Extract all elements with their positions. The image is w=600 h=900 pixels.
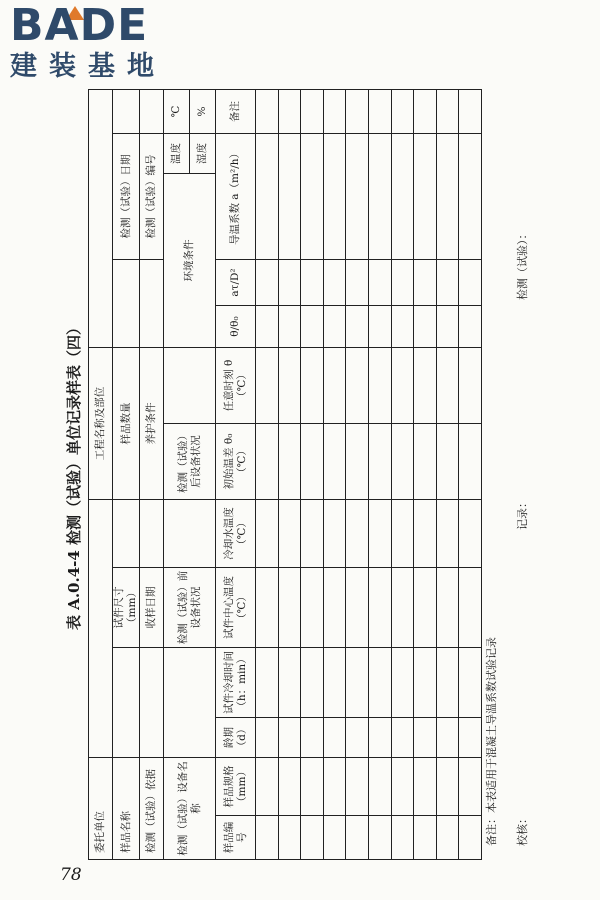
table-cell[interactable] [368,500,391,568]
table-row [278,90,301,860]
col-sample-id: 样品编号 [216,816,256,860]
table-cell[interactable] [346,134,369,260]
header-row-2 [113,90,140,860]
header-row-1 [89,90,113,860]
table-cell[interactable] [278,134,301,260]
label-environment: 环境条件 [164,174,216,348]
table-cell[interactable] [301,306,324,348]
table-row [459,90,482,860]
table-cell[interactable] [323,260,346,306]
table-row [346,90,369,860]
table-cell[interactable] [459,134,482,260]
table-cell[interactable] [346,348,369,424]
table-cell[interactable] [391,718,414,758]
table-row [323,90,346,860]
table-cell[interactable] [301,348,324,424]
table-cell[interactable] [459,568,482,648]
col-theta-ratio: θ/θ₀ [216,306,256,348]
unit-humidity: % [190,90,216,134]
col-temp-at-time: 任意时刻 θ（℃） [216,348,256,424]
table-cell[interactable] [323,500,346,568]
table-cell[interactable] [436,500,459,568]
table-cell[interactable] [414,260,437,306]
label-post-test-condition: 检测（试验）后设备状况 [164,424,216,500]
table-cell[interactable] [368,816,391,860]
table-row [368,90,391,860]
value-receipt-date[interactable] [140,500,164,568]
table-title: 表 A.0.4-4 检测（试验）单位记录样表（四） [65,319,83,631]
table-cell[interactable] [368,568,391,648]
table-cell[interactable] [256,260,279,306]
value-client[interactable] [89,500,113,758]
col-age: 龄期（d） [216,718,256,758]
value-curing-condition[interactable] [140,260,164,348]
table-cell[interactable] [278,90,301,134]
table-cell[interactable] [278,348,301,424]
unit-temperature: ℃ [164,90,190,134]
table-cell[interactable] [323,648,346,718]
signature-tester: 检测（试验）： [516,228,529,300]
page-number: 78 [60,865,82,885]
table-cell[interactable] [459,260,482,306]
table-cell[interactable] [414,306,437,348]
table-cell[interactable] [256,718,279,758]
table-cell[interactable] [368,306,391,348]
table-note: 备注：本表适用于混凝土导温系数试验记录 [485,637,498,846]
table-cell[interactable] [346,90,369,134]
table-row [256,90,279,860]
value-pre-test-condition[interactable] [164,500,216,568]
table-cell[interactable] [301,424,324,500]
table-cell[interactable] [346,816,369,860]
table-cell[interactable] [436,568,459,648]
value-test-number[interactable] [140,90,164,134]
table-cell[interactable] [414,134,437,260]
table-cell[interactable] [436,816,459,860]
table-row [414,90,437,860]
table-cell[interactable] [391,648,414,718]
label-sample-name: 样品名称 [113,758,140,860]
table-cell[interactable] [323,758,346,816]
bade-logo [6,2,186,90]
value-equipment-name[interactable] [164,648,216,758]
table-cell[interactable] [278,718,301,758]
label-equipment-name: 检测（试验）设备名称 [164,758,216,860]
header-row-4a [164,90,190,860]
table-cell[interactable] [391,134,414,260]
table-cell[interactable] [278,758,301,816]
col-center-temp: 试件中心温度（℃） [216,568,256,648]
table-cell[interactable] [301,758,324,816]
table-cell[interactable] [346,260,369,306]
table-cell[interactable] [436,306,459,348]
table-cell[interactable] [346,758,369,816]
table-cell[interactable] [436,758,459,816]
table-cell[interactable] [346,424,369,500]
table-cell[interactable] [414,348,437,424]
label-receipt-date: 收样日期 [140,568,164,648]
table-cell[interactable] [391,306,414,348]
table-cell[interactable] [301,260,324,306]
table-cell[interactable] [436,424,459,500]
table-cell[interactable] [414,424,437,500]
table-cell[interactable] [256,424,279,500]
table-cell[interactable] [459,816,482,860]
table-cell[interactable] [256,758,279,816]
table-cell[interactable] [391,568,414,648]
table-cell[interactable] [414,568,437,648]
table-cell[interactable] [256,90,279,134]
value-post-test-condition[interactable] [164,348,216,424]
table-cell[interactable] [391,424,414,500]
label-test-basis: 检测（试验）依据 [140,758,164,860]
table-cell[interactable] [414,758,437,816]
table-cell[interactable] [436,718,459,758]
table-cell[interactable] [301,648,324,718]
column-header-row [216,90,256,860]
table-cell[interactable] [278,648,301,718]
value-test-basis[interactable] [140,648,164,758]
table-cell[interactable] [391,348,414,424]
table-cell[interactable] [436,134,459,260]
table-cell[interactable] [414,90,437,134]
label-specimen-size: 试件尺寸（mm） [113,568,140,648]
table-cell[interactable] [414,648,437,718]
col-initial-temp-diff: 初始温差 θ₀（℃） [216,424,256,500]
table-cell[interactable] [459,718,482,758]
label-test-number: 检测（试验）编号 [140,134,164,260]
header-row-3 [140,90,164,860]
logo-brand: BADE [10,0,149,51]
table-cell[interactable] [436,260,459,306]
table-cell[interactable] [391,758,414,816]
table-cell[interactable] [346,500,369,568]
table-cell[interactable] [459,648,482,718]
table-cell[interactable] [323,816,346,860]
label-test-date: 检测（试验）日期 [113,134,140,260]
col-remarks: 备注 [216,90,256,134]
table-cell[interactable] [346,306,369,348]
table-cell[interactable] [256,134,279,260]
label-client: 委托单位 [89,758,113,860]
table-cell[interactable] [278,424,301,500]
table-cell[interactable] [278,260,301,306]
label-humidity: 湿度 [190,134,216,174]
table-cell[interactable] [301,500,324,568]
table-row [391,90,414,860]
col-cooling-water-temp: 冷却水温度（℃） [216,500,256,568]
table-cell[interactable] [459,306,482,348]
table-cell[interactable] [436,348,459,424]
table-cell[interactable] [323,90,346,134]
label-pre-test-condition: 检测（试验）前设备状况 [164,568,216,648]
signature-recorder: 记录： [516,497,529,530]
table-cell[interactable] [391,260,414,306]
table-cell[interactable] [323,718,346,758]
col-sample-spec: 样品规格（mm） [216,758,256,816]
col-cooling-time: 试件冷却时间（h：min） [216,648,256,718]
table-cell[interactable] [414,718,437,758]
table-cell[interactable] [323,134,346,260]
table-cell[interactable] [256,348,279,424]
table-cell[interactable] [368,134,391,260]
table-cell[interactable] [346,568,369,648]
table-cell[interactable] [391,816,414,860]
table-cell[interactable] [391,90,414,134]
table-cell[interactable] [368,758,391,816]
label-curing-condition: 养护条件 [140,348,164,500]
table-cell[interactable] [323,424,346,500]
table-cell[interactable] [346,648,369,718]
data-rows [256,90,482,860]
table-cell[interactable] [459,90,482,134]
table-cell[interactable] [459,348,482,424]
table-cell[interactable] [436,90,459,134]
table-cell[interactable] [414,500,437,568]
table-cell[interactable] [323,568,346,648]
label-sample-quantity: 样品数量 [113,348,140,500]
table-cell[interactable] [301,90,324,134]
table-cell[interactable] [368,90,391,134]
table-cell[interactable] [256,500,279,568]
value-test-date[interactable] [113,90,140,134]
table-cell[interactable] [301,134,324,260]
value-specimen-size[interactable] [113,500,140,568]
table-cell[interactable] [323,348,346,424]
table-row [436,90,459,860]
table-cell[interactable] [278,500,301,568]
label-temperature: 温度 [164,134,190,174]
table-cell[interactable] [256,568,279,648]
value-sample-name[interactable] [113,648,140,758]
table-cell[interactable] [346,718,369,758]
table-cell[interactable] [368,260,391,306]
table-cell[interactable] [368,648,391,718]
table-cell[interactable] [256,306,279,348]
table-cell[interactable] [256,648,279,718]
table-cell[interactable] [368,424,391,500]
table-cell[interactable] [459,500,482,568]
record-table [88,89,482,860]
table-cell[interactable] [368,348,391,424]
table-cell[interactable] [301,568,324,648]
table-cell[interactable] [278,816,301,860]
table-row [301,90,324,860]
table-cell[interactable] [414,816,437,860]
table-cell[interactable] [459,758,482,816]
label-project-name: 工程名称及部位 [89,348,113,500]
rotated-form [62,90,540,860]
table-cell[interactable] [278,306,301,348]
table-cell[interactable] [301,816,324,860]
col-a-tau-d2: aτ/D² [216,260,256,306]
value-sample-quantity[interactable] [113,260,140,348]
col-diffusivity: 导温系数 a（m²/h） [216,134,256,260]
table-cell[interactable] [436,648,459,718]
value-project-name[interactable] [89,90,113,348]
table-cell[interactable] [323,306,346,348]
signature-checker: 校核： [516,813,529,846]
table-cell[interactable] [391,500,414,568]
table-cell[interactable] [368,718,391,758]
table-cell[interactable] [278,568,301,648]
logo-subtitle: 建装基地 [10,51,166,82]
table-cell[interactable] [459,424,482,500]
table-cell[interactable] [256,816,279,860]
table-cell[interactable] [301,718,324,758]
